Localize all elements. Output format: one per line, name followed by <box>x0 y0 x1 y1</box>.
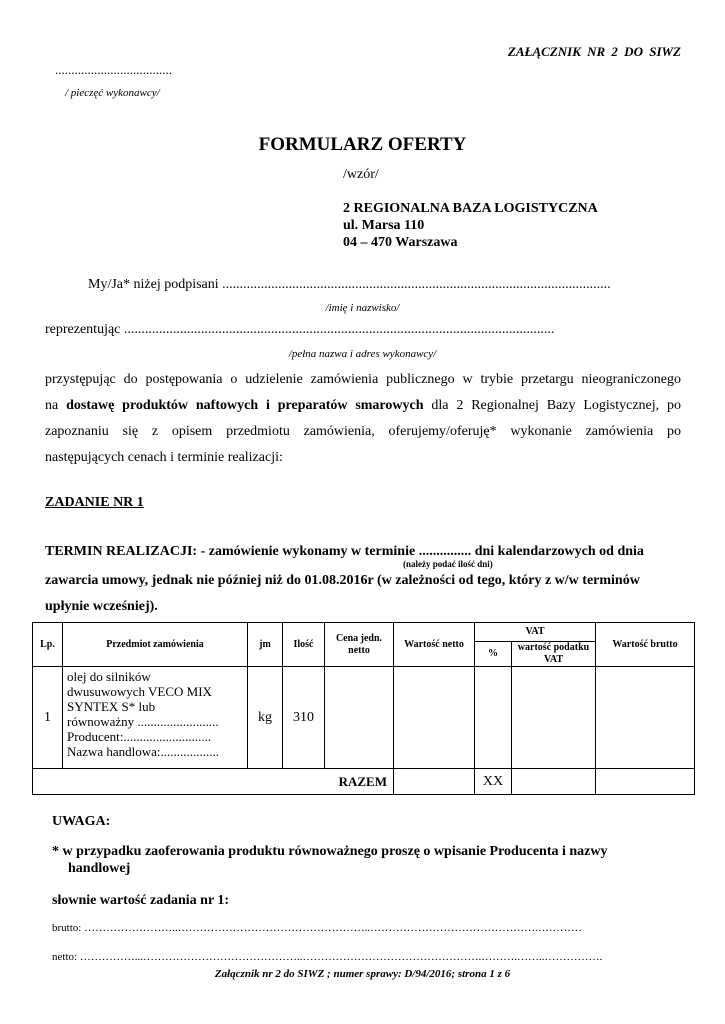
desc-line: olej do silników <box>67 669 151 684</box>
intro-line-4: następujących cenach i terminie realizacji: <box>45 450 283 465</box>
signed-label: My/Ja* niżej podpisani <box>88 277 219 292</box>
representing-label: reprezentując <box>45 322 121 337</box>
intro-line-1: przystępując do postępowania o udzielenie zamówienia publicznego w trybie przetargu nieograniczonego <box>45 372 681 387</box>
header-lp: Lp. <box>33 623 63 667</box>
term-line-1: TERMIN REALIZACJI: - zamówienie wykonamy w terminie ............... dni kalendarzowych od dnia <box>45 544 644 559</box>
notes-line-1: * w przypadku zaoferowania produktu równoważnego proszę o wpisanie Producenta i nazwy <box>52 844 608 859</box>
representing-note: /pełna nazwa i adres wykonawcy/ <box>288 348 437 360</box>
row-description <box>63 667 248 769</box>
row-qty: 310 <box>283 667 325 769</box>
recipient-street: ul. Marsa 110 <box>343 218 425 233</box>
total-gross-cell[interactable] <box>596 769 695 795</box>
stamp-dots: .................................... <box>55 62 172 77</box>
representing-line <box>45 322 554 338</box>
total-vat-amount-cell[interactable] <box>512 769 596 795</box>
recipient-city: 04 – 470 Warszawa <box>343 235 458 250</box>
intro-line-2-bold: dostawę produktów naftowych i preparatów smarowych <box>66 398 424 413</box>
intro-line-2-pre: na <box>45 398 67 413</box>
page-title: FORMULARZ OFERTY <box>258 134 467 155</box>
signed-line <box>88 277 611 293</box>
page-subtitle: /wzór/ <box>343 167 379 182</box>
stamp-label: / pieczęć wykonawcy/ <box>65 87 160 99</box>
desc-line: dwusuwowych VECO MIX <box>67 684 212 699</box>
term-line-3: upłynie wcześniej). <box>45 599 158 614</box>
row-net-value-cell[interactable] <box>394 667 475 769</box>
gross-in-words-field[interactable]: brutto: ……………………..……………………………………………..……………………………………….………… <box>52 922 582 934</box>
attachment-label: ZAŁĄCZNIK NR 2 DO SIWZ <box>507 44 681 59</box>
header-unit-price: Cena jedn. netto <box>325 623 394 667</box>
desc-line: Nazwa handlowa:.................. <box>67 744 219 759</box>
term-note: (należy podać ilość dni) <box>403 559 493 569</box>
notes-heading: UWAGA: <box>52 814 111 829</box>
signed-note: /imię i nazwisko/ <box>325 302 400 314</box>
desc-line: Producent:........................... <box>67 729 212 744</box>
row-unit: kg <box>248 667 283 769</box>
row-unit-price-cell[interactable] <box>325 667 394 769</box>
header-unit: jm <box>248 623 283 667</box>
header-qty: Ilość <box>283 623 325 667</box>
table-row <box>33 667 695 769</box>
header-vat-amount: wartość podatku VAT <box>512 642 596 667</box>
total-label: RAZEM <box>33 769 394 795</box>
desc-line: równoważny ......................... <box>67 714 219 729</box>
header-vat-percent: % <box>475 642 512 667</box>
row-vat-amount-cell[interactable] <box>512 667 596 769</box>
total-row <box>33 769 695 795</box>
desc-line: SYNTEX S* lub <box>67 699 156 714</box>
row-gross-value-cell[interactable] <box>596 667 695 769</box>
intro-line-2-post: dla 2 Regionalnej Bazy Logistycznej, po <box>423 398 682 413</box>
signed-name-field[interactable]: ............................................................................................................... <box>222 277 611 292</box>
offer-table <box>32 622 695 795</box>
recipient-name: 2 REGIONALNA BAZA LOGISTYCZNA <box>343 201 598 216</box>
header-net-value: Wartość netto <box>394 623 475 667</box>
representing-field[interactable]: ........................................................................................................................... <box>123 322 555 337</box>
row-lp: 1 <box>33 667 63 769</box>
page-footer: Załącznik nr 2 do SIWZ ; numer sprawy: D/94/2016; strona 1 z 6 <box>214 968 511 980</box>
intro-line-3: zapoznaniu się z opisem przedmiotu zamówienia, oferujemy/oferuję* wykonanie zamówienia po <box>45 424 681 439</box>
total-vat-mark: XX <box>475 769 512 795</box>
header-gross-value: Wartość brutto <box>596 623 695 667</box>
header-subject: Przedmiot zamówienia <box>63 623 248 667</box>
net-in-words-field[interactable]: netto: ……………...……………………………………..………………………………………….……….……..……………. <box>52 951 603 963</box>
total-net-cell[interactable] <box>394 769 475 795</box>
header-vat: VAT <box>475 623 596 642</box>
notes-line-2: handlowej <box>68 861 131 876</box>
intro-paragraph <box>45 367 681 471</box>
task-heading: ZADANIE NR 1 <box>45 495 144 510</box>
term-line-2: zawarcia umowy, jednak nie później niż do 01.08.2016r (w zależności od tego, który z w/w terminów <box>45 573 640 588</box>
intro-line-2 <box>45 393 681 419</box>
words-heading: słownie wartość zadania nr 1: <box>52 893 230 908</box>
row-vat-percent-cell[interactable] <box>475 667 512 769</box>
